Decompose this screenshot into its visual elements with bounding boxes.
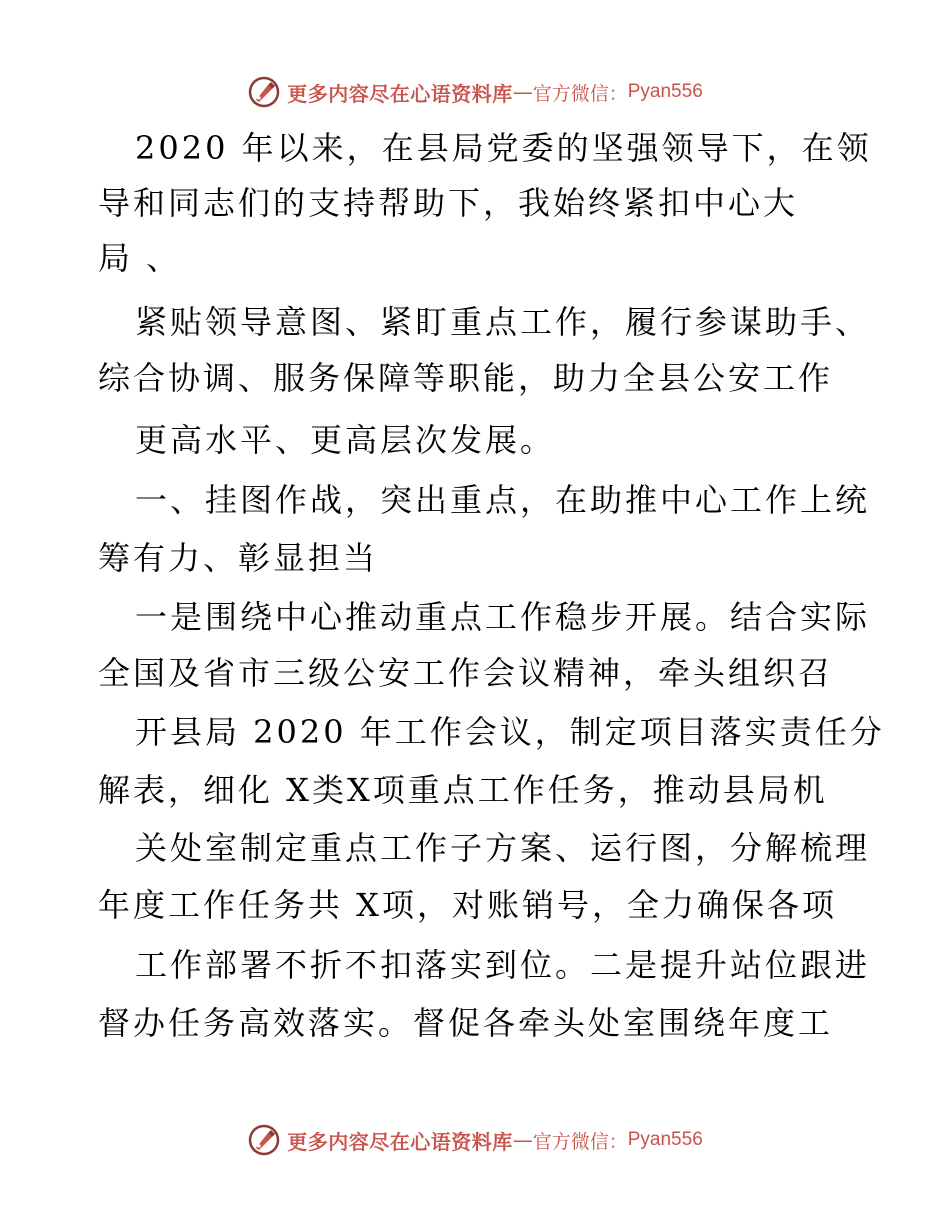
- banner-wechat-id: Pyan556: [627, 81, 703, 102]
- banner-wechat-label: 官方微信：: [532, 82, 628, 105]
- text-line: 督办任务高效落实。督促各牵头处室围绕年度工: [98, 1004, 834, 1042]
- banner-wechat-id: Pyan556: [627, 1129, 703, 1150]
- text-line: 综合协调、服务保障等职能，助力全县公安工作: [98, 359, 834, 397]
- text-line: 关处室制定重点工作子方案、运行图，分解梳理: [135, 829, 871, 867]
- banner-title: 更多内容尽在心语资料库: [287, 1129, 513, 1154]
- text-line: 更高水平、更高层次发展。: [135, 421, 556, 459]
- text-line: 一、挂图作战，突出重点，在助推中心工作上统: [135, 481, 871, 519]
- text-line: 开县局 2020 年工作会议，制定项目落实责任分: [135, 713, 885, 751]
- text-line: 导和同志们的支持帮助下，我始终紧扣中心大: [98, 184, 799, 222]
- text-line: 工作部署不折不扣落实到位。二是提升站位跟进: [135, 946, 871, 984]
- text-line: 一是围绕中心推动重点工作稳步开展。结合实际: [135, 598, 871, 636]
- pen-nib-logo-icon: [247, 1123, 281, 1157]
- text-line: 全国及省市三级公安工作会议精神，牵头组织召: [98, 654, 834, 692]
- text-line: 局 、: [98, 239, 182, 277]
- banner-separator: —: [512, 80, 533, 104]
- text-line: 筹有力、彰显担当: [98, 539, 379, 577]
- banner-wechat-label: 官方微信：: [532, 1130, 628, 1153]
- text-line: 解表，细化 X类X项重点工作任务，推动县局机: [98, 771, 828, 809]
- text-line: 紧贴领导意图、紧盯重点工作，履行参谋助手、: [135, 303, 871, 341]
- footer-banner: [0, 1120, 950, 1160]
- banner-title: 更多内容尽在心语资料库: [287, 81, 513, 106]
- text-line: 2020 年以来，在县局党委的坚强领导下，在领: [135, 129, 872, 167]
- banner-separator: —: [512, 1128, 533, 1152]
- text-line: 年度工作任务共 X项，对账销号，全力确保各项: [98, 886, 837, 924]
